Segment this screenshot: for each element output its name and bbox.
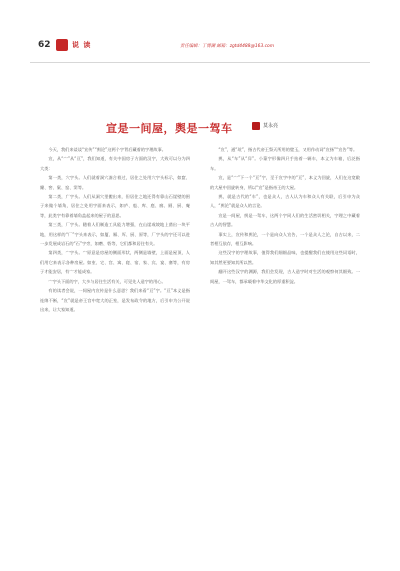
article-title: 宣是一间屋，舆是一驾车 — [106, 122, 233, 135]
paragraph: 翻开这些汉字的渊源，我们会发现，古人造字时对生活的观察何其细致。一间屋，一驾车，都承载着中华文化的厚重积淀。 — [210, 269, 360, 284]
paragraph: 宀字头下面的字，大多与居住生活有关，可见先人造字的用心。 — [48, 278, 166, 284]
paragraph: 舆，就是古代的“车”，也是众人，古人认为车和众人有关联，后引申为众人，“舆论”就是众人的言论。 — [210, 194, 360, 209]
paragraph: 宣是一间屋，舆是一驾车，这两个字同人们的生活密切相关，字理之中藏着古人的智慧。 — [210, 212, 360, 228]
paragraph: 舆，从“车”从“舁”。小篆字形像四只手抬着一辆车，本义为车箱，后泛指车。 — [210, 156, 360, 171]
page-number: 62 — [38, 40, 51, 50]
paragraph: 第四类，宀字头。宀原意是房屋的侧面形状，两侧是墙壁，上面是屋顶，人们用它来表示各种房屋。如室、宅、宫、寓、寝、宿、家、宾、宴、寨等，有房子才能安居，有宀才能成家。 — [40, 250, 190, 275]
author-marker-icon — [252, 122, 260, 130]
right-column — [210, 145, 360, 550]
section-marker-icon — [56, 39, 68, 51]
paragraph: 事实上，宣传和舆论，一个是向众人宣告，一个是众人之论，自古以来，二者相互依存，相互影响。 — [210, 231, 360, 247]
paragraph: 第二类，广字头。人们从洞穴里搬出来，但居住之地还得有靠山石崖壁的围子来做个墙角，居住之处用字面来表示，如庐、庖、库、庭、廊、厕、厨、庵等，此类字有靠着墙角盖起来的屋子的意思。 — [40, 194, 190, 218]
paragraph: 有的读者会说，一间屋内宣传是什么意思？我们来看“亘”字。“亘”本义是指连绵不断，“宣”就是帝王宫中宽大的正室，是发布政令的地方，后引申为公开说出来，让大家知道。 — [40, 288, 190, 312]
editor-info: 责任编辑：丁博渊 邮箱：zgtd4488@163.com — [180, 44, 275, 49]
article-author: 莫永亮 — [263, 123, 279, 129]
paragraph: 宣，是“宀”下一个“亘”字，至于宣字中的“亘”，本义为回旋，人们在这宽敞的大屋中回旋转身，所以“宣”是指帝王的大屋。 — [210, 175, 360, 190]
paragraph: 宣，从“宀”从“亘”，我们知道，有关中国房子方面的汉字，大致可以分为四大类： — [40, 156, 190, 171]
paragraph: 第一类，穴字头。人们就着洞穴凑合着过，居住之处用穴字头标示，如窟、窿、窖、窠、窑、窦等。 — [40, 175, 190, 190]
paragraph: 这些汉字的字理故事，值得我们细细品味，也提醒我们在使用这些词语时，知其然更要知其所以然。 — [210, 250, 360, 265]
header-divider — [30, 62, 370, 63]
section-title: 说 读 — [72, 41, 92, 49]
left-column — [40, 145, 190, 550]
paragraph: 今天，我们来谈谈“宣传”“舆论”这两个字背后藏着的字理故事。 — [48, 147, 166, 152]
paragraph: “宣”，通“瑄”，指古代帝王祭天所用的璧玉，又用作动词“宣扬”“宣告”等。 — [218, 147, 358, 152]
paragraph: 第三类，厂字头。随着人们制造工具能力增强，在山崖或坡地上凿出一块平地，用这样的“厂”字头来表示，如厦、厢、厍、厨、原等，厂字头的字还可以进一步发展成岩石的“石”字旁，如磨、砦等，它们都和居住有关。 — [40, 222, 190, 247]
page-header — [30, 30, 370, 60]
